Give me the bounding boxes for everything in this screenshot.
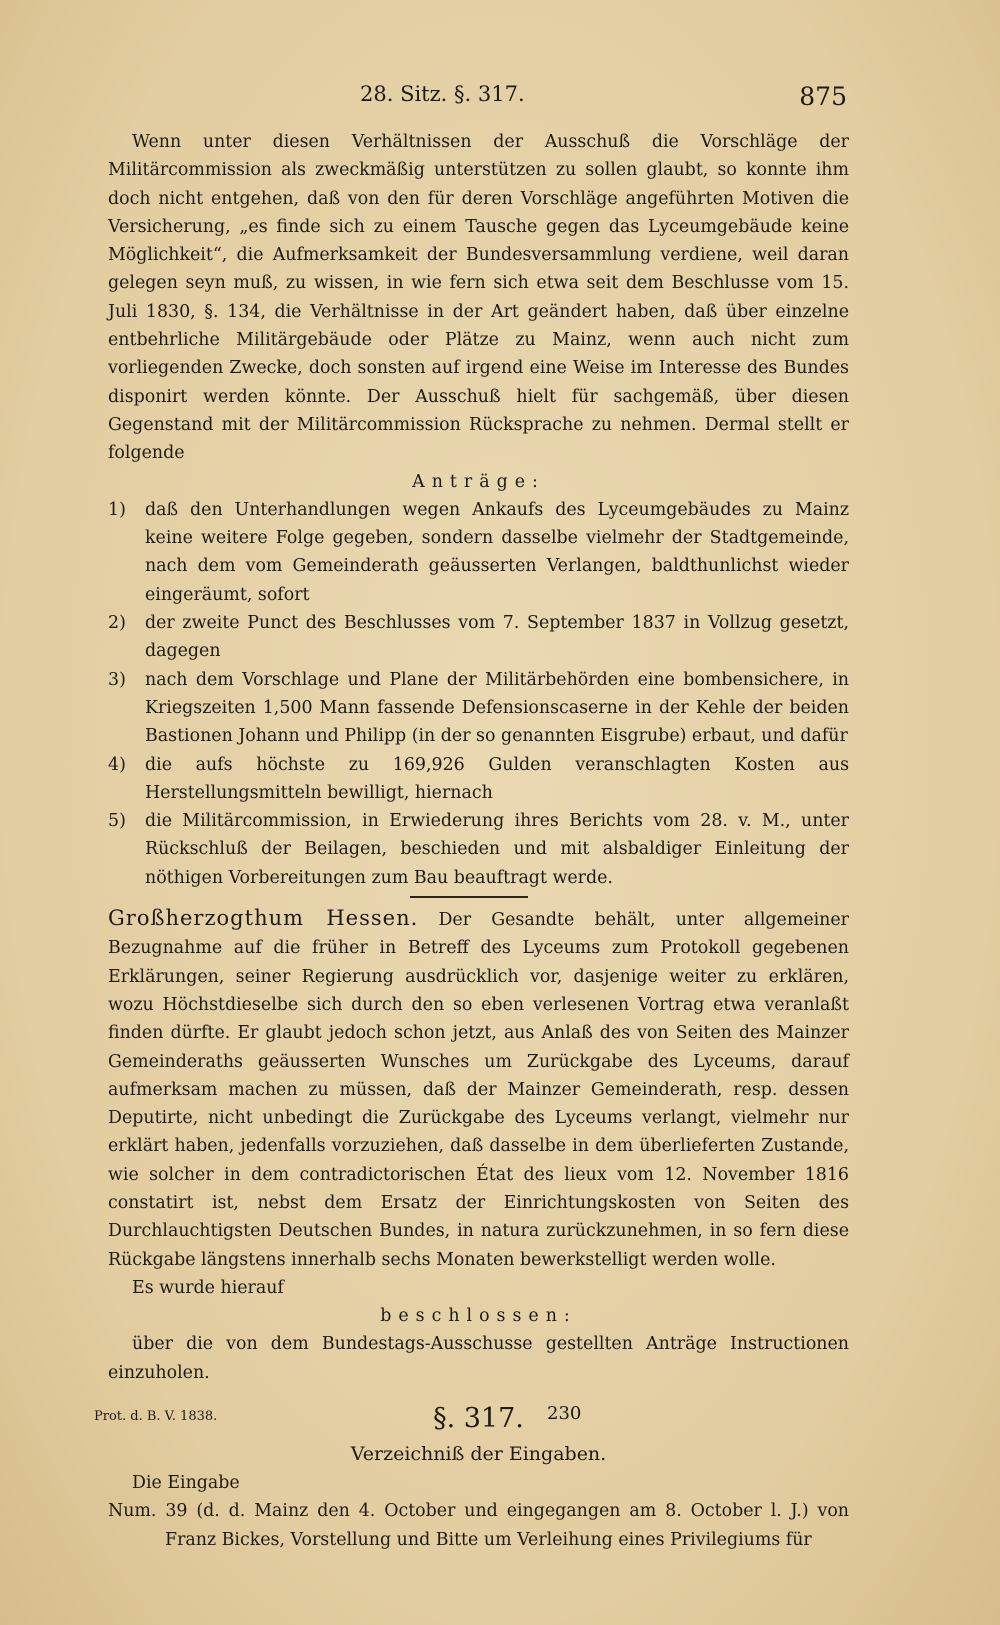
item-text: daß den Unterhandlungen wegen Ankaufs des Lyceumgebäudes zu Mainz keine weitere Folge gegeben, sondern dasselbe vielmehr der Stadtgemeinde, nach dem vom Gemeinderath geäusserten Verlangen, baldthunlichst wieder eingeräumt, sofort — [145, 499, 849, 605]
section-divider — [410, 896, 528, 898]
item-text: der zweite Punct des Beschlusses vom 7. September 1837 in Vollzug gesetzt, dagegen — [145, 613, 849, 662]
list-item — [108, 807, 849, 892]
signature-mark: 230 — [547, 1403, 582, 1424]
page-header — [0, 82, 1000, 116]
item-number: 3) — [108, 669, 126, 690]
item-text: nach dem Vorschlage und Plane der Militärbehörden eine bombensichere, in Kriegszeiten 1,500 Mann fassende Defensionscaserne in der Kehle der beiden Bastionen Johann und Philipp (in der so genannten Eisgrube) erbaut, und dafür — [145, 669, 849, 747]
running-head: 28. Sitz. §. 317. — [360, 82, 525, 106]
hessen-statement — [108, 904, 849, 1274]
antraege-list — [108, 496, 849, 892]
section-title: Verzeichniß der Eingaben. — [350, 1443, 607, 1466]
list-item — [108, 609, 849, 666]
item-text: die Militärcommission, in Erwiederung ihres Berichts vom 28. v. M., unter Rückschluß der Beilagen, beschieden und mit alsbaldiger Einleitung der nöthigen Vorbereitungen zum Bau beauftragt werde. — [145, 811, 849, 888]
list-item — [108, 666, 849, 751]
protocol-reference: Prot. d. B. V. 1838. — [94, 1409, 218, 1424]
eingabe-entry: Num. 39 (d. d. Mainz den 4. October und eingegangen am 8. October l. J.) von Franz Bickes, Vorstellung und Bitte um Verleihung eines Privilegiums für — [108, 1501, 849, 1550]
page-body — [108, 128, 849, 1554]
resolution-text: über die von dem Bundestags-Ausschusse gestellten Anträge Instructionen einzuholen. — [108, 1334, 849, 1383]
hierauf-line: Es wurde hierauf — [132, 1277, 284, 1298]
antraege-heading: Anträge: — [412, 471, 545, 492]
hessen-text: Der Gesandte behält, unter allgemeiner Bezugnahme auf die früher in Betreff des Lyceums zum Protokoll gegebenen Erklärungen, seiner Regierung ausdrücklich vor, dasjenige weiter zu erklären, wozu Höchstdieselbe sich durch den so eben verlesenen Vortrag etwa veranlaßt finden dürfte. Er glaubt jedoch schon jetzt, aus Anlaß des von Seiten des Mainzer Gemeinderaths geäusserten Wunsches um Zurückgabe des Lyceums, darauf aufmerksam machen zu müssen, daß der Mainzer Gemeinderath, resp. dessen Deputirte, nicht unbedingt die Zurückgabe des Lyceums verlangt, vielmehr nur erklärt haben, jedenfalls vorzuziehen, daß dasselbe in dem überlieferten Zustande, wie solcher in dem contradictorischen État des lieux vom 12. November 1816 constatirt ist, nebst dem Ersatz der Einrichtungskosten von Seiten des Durchlauchtigsten Deutschen Bundes, in natura zurückzunehmen, in so fern diese Rückgabe längstens innerhalb sechs Monaten bewerkstelligt werden wolle. — [108, 910, 849, 1270]
item-number: 1) — [108, 499, 126, 520]
beschlossen-heading: beschlossen: — [380, 1306, 577, 1327]
section-number: §. 317. — [433, 1403, 524, 1435]
list-item — [108, 496, 849, 609]
list-item — [108, 751, 849, 808]
page-number: 875 — [799, 82, 847, 111]
item-number: 2) — [108, 613, 126, 634]
intro-paragraph: Wenn unter diesen Verhältnissen der Ausschuß die Vorschläge der Militärcommission als zweckmäßig unterstützen zu sollen glaubt, so konnte ihm doch nicht entgehen, daß von den für deren Vorschläge angeführten Motiven die Versicherung, „es finde sich zu einem Tausche gegen das Lyceumgebäude keine Möglichkeit“, die Aufmerksamkeit der Bundesversammlung verdiene, weil daran gelegen seyn muß, zu wissen, in wie fern sich etwa seit dem Beschlusse vom 15. Juli 1830, §. 134, die Verhältnisse in der Art geändert haben, daß über einzelne entbehrliche Militärgebäude oder Plätze zu Mainz, wenn auch nicht zum vorliegenden Zwecke, doch sonsten auf irgend eine Weise im Interesse des Bundes disponirt werden könnte. Der Ausschuß hielt für sachgemäß, über diesen Gegenstand mit der Militärcommission Rücksprache zu nehmen. Dermal stellt er folgende — [108, 132, 849, 464]
eingabe-label: Die Eingabe — [132, 1473, 240, 1494]
item-number: 5) — [108, 811, 126, 832]
item-number: 4) — [108, 754, 126, 775]
item-text: die aufs höchste zu 169,926 Gulden veranschlagten Kosten aus Herstellungsmitteln bewilligt, hiernach — [145, 754, 849, 803]
page-footer — [94, 1403, 894, 1429]
state-name: Großherzogthum Hessen. — [108, 906, 419, 931]
